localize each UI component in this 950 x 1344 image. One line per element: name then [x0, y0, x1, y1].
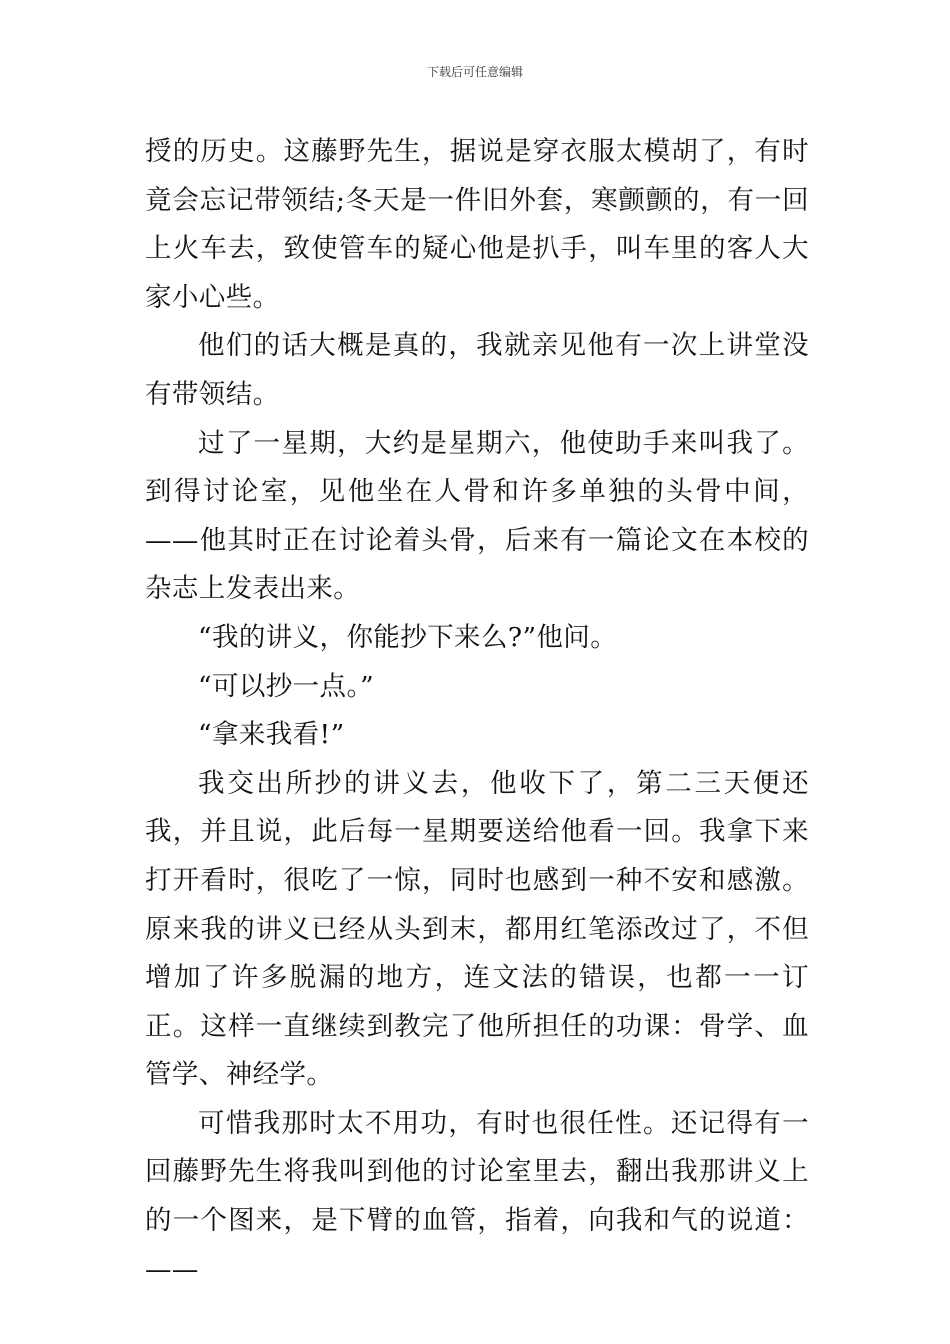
paragraph-8: 可惜我那时太不用功，有时也很任性。还记得有一回藤野先生将我叫到他的讨论室里去，翻出我那讲义上的一个图来，是下臂的血管，指着，向我和气的说道：——: [145, 1107, 809, 1285]
page-header: 下载后可任意编辑: [426, 65, 523, 79]
paragraph-2: 他们的话大概是真的，我就亲见他有一次上讲堂没有带领结。: [145, 330, 809, 410]
paragraph-3: 过了一星期，大约是星期六，他使助手来叫我了。到得讨论室，见他坐在人骨和许多单独的头骨中间，——他其时正在讨论着头骨，后来有一篇论文在本校的杂志上发表出来。: [145, 427, 809, 605]
paragraph-5: “可以抄一点。”: [198, 670, 375, 702]
paragraph-4: “我的讲义，你能抄下来么?”他问。: [198, 621, 618, 653]
paragraph-6: “拿来我看!”: [198, 719, 345, 751]
document-body: [145, 128, 809, 1294]
paragraph-7: 我交出所抄的讲义去，他收下了，第二三天便还我，并且说，此后每一星期要送给他看一回。我拿下来打开看时，很吃了一惊，同时也感到一种不安和感激。原来我的讲义已经从头到末，都用红笔添改过了，不但增加了许多脱漏的地方，连文法的错误，也都一一订正。这样一直继续到教完了他所担任的功课：骨学、血管学、神经学。: [145, 767, 809, 1091]
paragraph-1: 授的历史。这藤野先生，据说是穿衣服太模胡了，有时竟会忘记带领结;冬天是一件旧外套，寒颤颤的，有一回上火车去，致使管车的疑心他是扒手，叫车里的客人大家小心些。: [145, 136, 809, 313]
